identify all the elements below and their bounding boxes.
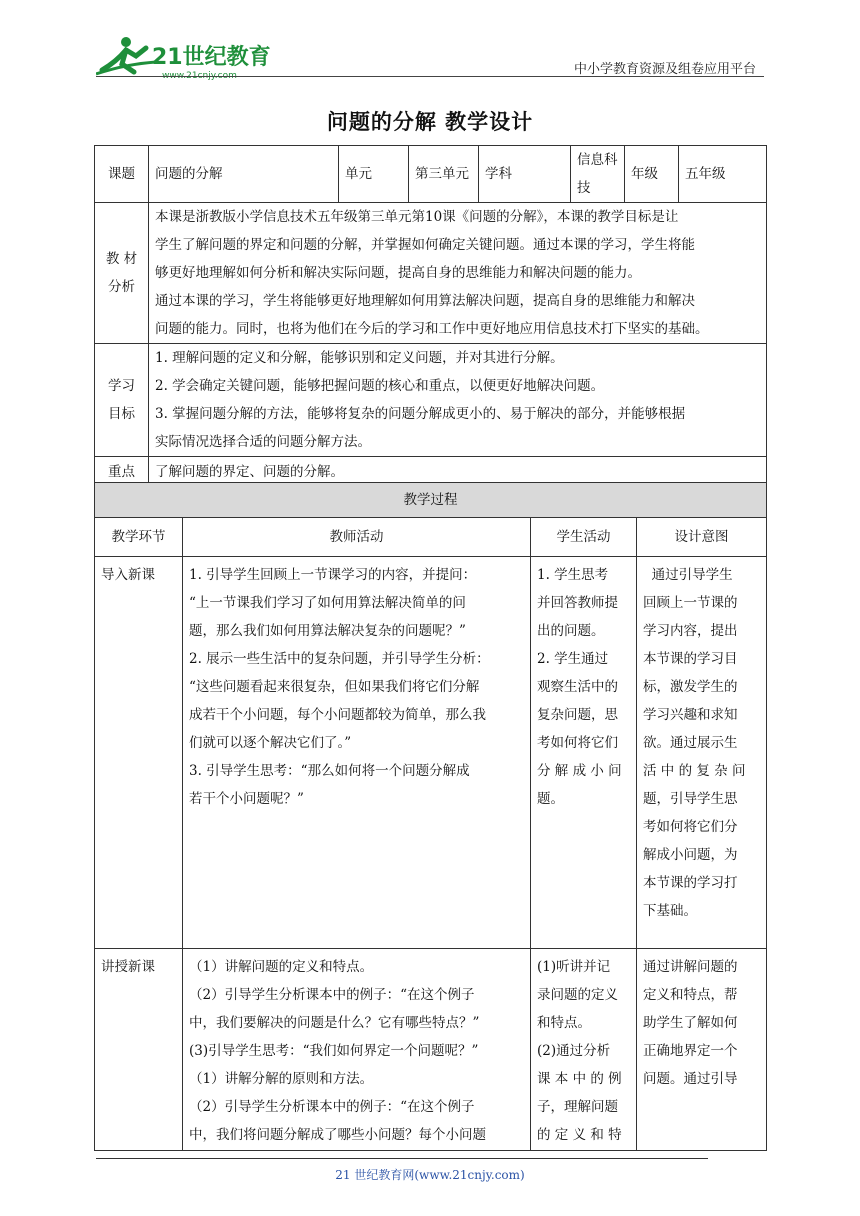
subject-value: 信息科技 [571, 146, 625, 203]
unit-label: 单元 [339, 146, 409, 203]
teacher-cell: 1. 引导学生回顾上一节课学习的内容，并提问： “上一节课我们学习了如何用算法解决简单的问 题，那么我们如何用算法解决复杂的问题呢？” 2. 展示一些生活中的复杂问题，并引导学生分析： “这些问题看起来很复杂，但如果我们将它们分解 成若干个小问题，每个小问题都较为简单，那么我 们就可以逐个解决它们了。” 3. 引导学生思考：“那么如何将一个问题分解成 若干个小问题呢？” [183, 557, 531, 949]
grade-label: 年级 [625, 146, 679, 203]
logo-url: www.21cnjy.com [162, 71, 237, 81]
teacher-cell: （1）讲解问题的定义和特点。 （2）引导学生分析课本中的例子：“在这个例子 中，我们要解决的问题是什么？它有哪些特点？” (3)引导学生思考：“我们如何界定一个问题呢？” （1）讲解分解的原则和方法。 （2）引导学生分析课本中的例子：“在这个例子 中，我们将问题分解成了哪些小问题？每个小问题 [183, 949, 531, 1151]
student-cell: 1. 学生思考 并回答教师提 出的问题。 2. 学生通过 观察生活中的 复杂问题，思 考如何将它们 分 解 成 小 问 题。 [531, 557, 637, 949]
stage-cell: 讲授新课 [95, 949, 183, 1151]
intent-cell: 通过讲解问题的 定义和特点，帮 助学生了解如何 正确地界定一个 问题。通过引导 [637, 949, 767, 1151]
col-intent: 设计意图 [637, 518, 767, 557]
course-label: 课题 [95, 146, 149, 203]
intent-cell: 通过引导学生 回顾上一节课的 学习内容，提出 本节课的学习目 标，激发学生的 学习兴趣和求知 欲。通过展示生 活 中 的 复 杂 问 题，引导学生思 考如何将它们分 解成小问题，为 本节课的学习打 下基础。 [637, 557, 767, 949]
goals-label: 学习 目标 [95, 344, 149, 457]
unit-value: 第三单元 [409, 146, 479, 203]
student-cell: (1)听讲并记 录问题的定义 和特点。 (2)通过分析 课 本 中 的 例 子，理解问题 的 定 义 和 特 [531, 949, 637, 1151]
page-title: 问题的分解 教学设计 [326, 110, 534, 134]
course-value: 问题的分解 [149, 146, 339, 203]
analysis-label: 教 材 分析 [95, 203, 149, 344]
stage-cell: 导入新课 [95, 557, 183, 949]
analysis-text: 本课是浙教版小学信息技术五年级第三单元第10课《问题的分解》，本课的教学目标是让 学生了解问题的界定和问题的分解，并掌握如何确定关键问题。通过本课的学习，学生将能 够更好地理解如何分析和解决实际问题，提高自身的思维能力和解决问题的能力。 通过本课的学习，学生将能够更好地理解如何用算法解决问题，提高自身的思维能力和解决 问题的能力。同时，也将为他们在今后的学习和工作中更好地应用信息技术打下坚实的基础。 [149, 203, 767, 344]
goals-text: 1. 理解问题的定义和分解，能够识别和定义问题，并对其进行分解。 2. 学会确定关键问题，能够把握问题的核心和重点，以便更好地解决问题。 3. 掌握问题分解的方法，能够将复杂的问题分解成更小的、易于解决的部分，并能够根据 实际情况选择合适的问题分解方法。 [149, 344, 767, 457]
runner-icon [96, 34, 276, 82]
footer-divider [96, 1158, 708, 1159]
col-teacher: 教师活动 [183, 518, 531, 557]
footer-link[interactable]: 21 世纪教育网(www.21cnjy.com) [335, 1168, 525, 1182]
process-title: 教学过程 [95, 483, 767, 518]
grade-value: 五年级 [679, 146, 767, 203]
info-table [94, 145, 767, 517]
logo-text: 21世纪教育 [152, 45, 271, 70]
process-table [94, 482, 767, 1151]
col-student: 学生活动 [531, 518, 637, 557]
site-logo [96, 34, 276, 82]
col-stage: 教学环节 [95, 518, 183, 557]
subject-label: 学科 [479, 146, 571, 203]
header-divider [96, 76, 764, 77]
platform-name: 中小学教育资源及组卷应用平台 [573, 62, 756, 77]
key-point-value: 了解问题的界定、问题的分解。 [149, 457, 767, 487]
key-point-label: 重点 [95, 457, 149, 487]
